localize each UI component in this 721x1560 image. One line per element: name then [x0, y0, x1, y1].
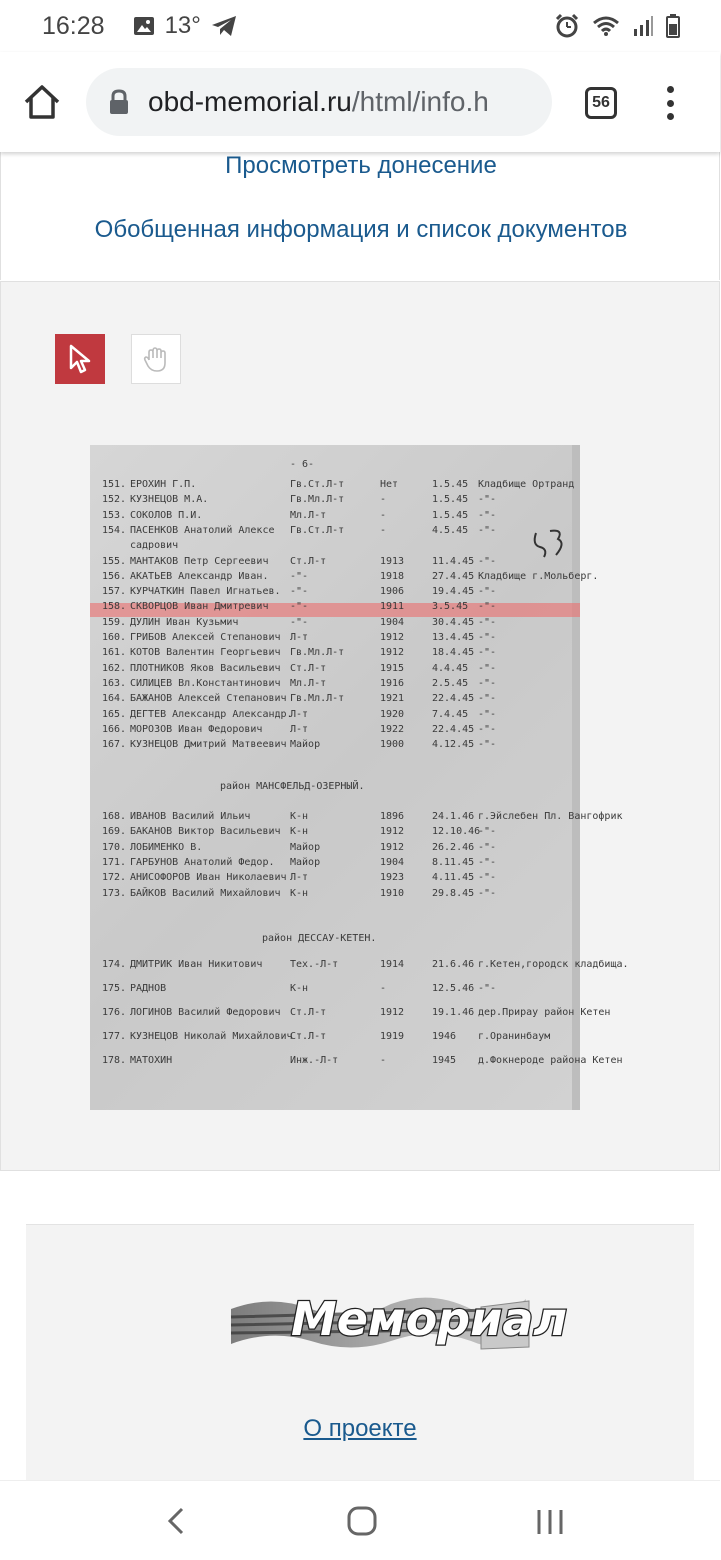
cell-year: 1919	[380, 1031, 405, 1042]
cell-rank: Гв.Ст.Л-т	[290, 479, 345, 490]
lock-icon	[108, 89, 130, 115]
cell-place: -"-	[478, 708, 497, 720]
more-menu-icon[interactable]	[660, 86, 680, 120]
table-row	[90, 525, 580, 539]
logo-text: Мемориал	[291, 1292, 568, 1346]
cell-name: ЛОБИМЕНКО В.	[130, 841, 203, 853]
cell-year: Нет	[380, 479, 399, 490]
table-row	[90, 510, 580, 524]
cell-rank: Гв.Мл.Л-т	[290, 647, 345, 659]
back-icon[interactable]	[160, 1505, 190, 1537]
cell-date: 1945	[432, 1055, 457, 1066]
cell-num: 159.	[102, 616, 127, 628]
table-row	[90, 663, 580, 677]
cell-num: 163.	[102, 677, 127, 689]
cell-rank: К-н	[290, 887, 309, 899]
cell-name: АКАТЬЕВ Александр Иван.	[130, 570, 269, 582]
cell-place: -"-	[478, 647, 497, 659]
cell-place: -"-	[478, 586, 497, 598]
cell-year: -	[380, 494, 387, 506]
cell-num: 155.	[102, 555, 127, 567]
cell-rank: Ст.Л-т	[290, 555, 327, 567]
status-bar	[0, 0, 720, 52]
table-row	[90, 1031, 580, 1045]
cell-num: 156.	[102, 570, 127, 582]
cell-place: г.Кетен,городск кладбища.	[478, 959, 629, 970]
cell-num: 166.	[102, 723, 127, 735]
cell-rank: Гв.Мл.Л-т	[290, 693, 345, 705]
cell-year: 1904	[380, 616, 405, 628]
cell-date: 22.4.45	[432, 693, 475, 705]
cell-year: 1921	[380, 693, 405, 705]
cell-name: ИВАНОВ Василий Ильич	[130, 811, 251, 822]
cell-place: -"-	[478, 841, 497, 853]
cell-name: СИЛИЦЕВ Вл.Константинович	[130, 677, 281, 689]
cell-name: ДМИТРИК Иван Никитович	[130, 959, 263, 970]
cell-place: -"-	[478, 616, 497, 628]
cell-date: 18.4.45	[432, 647, 475, 659]
cell-place: -"-	[478, 555, 497, 567]
cell-place: д.Фокнероде района Кетен	[478, 1055, 623, 1066]
document-scan[interactable]	[90, 445, 629, 1110]
cell-num: 167.	[102, 739, 127, 751]
table-row	[90, 1007, 611, 1021]
cell-date: 21.6.46	[432, 959, 475, 970]
cell-date: 1.5.45	[432, 479, 469, 490]
cell-date: 8.11.45	[432, 856, 475, 868]
cell-date: 4.4.45	[432, 662, 469, 674]
cell-date: 4.5.45	[432, 524, 469, 536]
cell-place: -"-	[478, 677, 497, 689]
table-row	[90, 479, 580, 493]
cell-rank: Гв.Мл.Л-т	[290, 494, 345, 506]
cell-name: МАНТАКОВ Петр Сергеевич	[130, 555, 269, 567]
image-icon	[133, 16, 155, 36]
cell-rank: К-н	[290, 826, 309, 838]
cell-name: КУЗНЕЦОВ М.А.	[130, 494, 209, 506]
cell-year: -	[380, 509, 387, 521]
table-row	[90, 739, 580, 753]
cell-name: ПЛОТНИКОВ Яков Васильевич	[130, 662, 281, 674]
cell-rank: К-н	[290, 811, 309, 822]
table-row	[90, 959, 629, 973]
cell-rank: Тех.-Л-т	[290, 959, 339, 970]
cell-rank: -"-	[290, 570, 309, 582]
cell-num: 170.	[102, 841, 127, 853]
cell-name: СКВОРЦОВ Иван Дмитревич	[130, 601, 269, 613]
cell-name: садрович	[130, 540, 179, 552]
cell-place: -"-	[478, 494, 497, 506]
cell-year: 1912	[380, 632, 405, 643]
cell-year: 1914	[380, 959, 405, 970]
table-row	[90, 826, 580, 840]
handwritten-mark	[530, 525, 570, 561]
tab-switcher-button[interactable]: 56	[585, 87, 617, 119]
cell-place: -"-	[478, 632, 497, 643]
document-links	[0, 152, 720, 280]
table-row	[90, 983, 580, 997]
pan-tool-button[interactable]	[131, 334, 181, 384]
table-row	[90, 632, 580, 646]
cell-place: -"-	[478, 509, 497, 521]
cell-rank: Майор	[290, 739, 321, 751]
cell-place: -"-	[478, 662, 497, 674]
view-report-link[interactable]: Просмотреть донесение	[225, 152, 497, 179]
cell-rank: Майор	[290, 841, 321, 853]
cell-date: 27.4.45	[432, 570, 475, 582]
home-nav-icon[interactable]	[346, 1505, 378, 1537]
cell-name: ГРИБОВ Алексей Степанович	[130, 632, 281, 643]
memorial-logo[interactable]	[231, 1269, 568, 1359]
cell-date: 2.5.45	[432, 677, 469, 689]
cell-name: ЕРОХИН Г.П.	[130, 479, 197, 490]
section-title: район МАНСФЕЛЬД-ОЗЕРНЫЙ.	[220, 781, 365, 792]
cell-num: 174.	[102, 959, 127, 970]
cell-rank: Ст.Л-т	[290, 662, 327, 674]
cell-name: ГАРБУНОВ Анатолий Федор.	[130, 856, 275, 868]
cell-year: -	[380, 524, 387, 536]
cell-year: 1912	[380, 841, 405, 853]
cell-place: Кладбище Ортранд	[478, 479, 575, 490]
cell-date: 19.1.46	[432, 1007, 475, 1018]
cell-date: 24.1.46	[432, 811, 475, 822]
cell-num: 158.	[102, 601, 127, 613]
cell-num: 173.	[102, 887, 127, 899]
cell-date: 19.4.45	[432, 586, 475, 598]
cell-year: -	[380, 1055, 387, 1066]
cell-num: 162.	[102, 662, 127, 674]
cell-year: 1923	[380, 872, 405, 884]
cell-num: 161.	[102, 647, 127, 659]
cell-rank: Майор	[290, 856, 321, 868]
cell-place: -"-	[478, 872, 497, 884]
home-icon[interactable]	[22, 82, 62, 122]
cell-num: 154.	[102, 524, 127, 536]
cell-rank: -"-	[290, 601, 309, 613]
cell-num: 177.	[102, 1031, 127, 1042]
cell-rank: -"-	[290, 586, 309, 598]
cell-name: РАДНОВ	[130, 983, 167, 994]
table-row	[90, 872, 580, 886]
cell-name: КУРЧАТКИН Павел Игнатьев.	[130, 586, 281, 598]
cell-date: 30.4.45	[432, 616, 475, 628]
cell-date: 1.5.45	[432, 509, 469, 521]
cell-rank: Ст.Л-т	[290, 1031, 327, 1042]
section-title: район ДЕССАУ-КЕТЕН.	[262, 933, 377, 944]
table-row	[90, 678, 580, 692]
cell-place: -"-	[478, 693, 497, 705]
cell-rank: -"-	[290, 616, 309, 628]
cell-date: 3.5.45	[432, 601, 469, 613]
cell-name: СОКОЛОВ П.И.	[130, 509, 203, 521]
cell-year: -	[380, 983, 387, 994]
cell-place: г.Эйслебен Пл. Вангофрик	[478, 811, 623, 822]
pointer-tool-button[interactable]	[55, 334, 105, 384]
cell-name: БАЙКОВ Василий Михайлович	[130, 887, 281, 899]
table-row	[90, 724, 580, 738]
cell-year: 1920	[380, 708, 405, 720]
cell-rank: К-н	[290, 983, 309, 994]
cell-date: 1946	[432, 1031, 457, 1042]
cell-date: 11.4.45	[432, 555, 475, 567]
cell-rank: Мл.Л-т	[290, 509, 327, 521]
cell-year: 1904	[380, 856, 405, 868]
cell-place: -"-	[478, 601, 497, 613]
url-path: /html/info.h	[351, 86, 489, 117]
cell-rank: Л-т	[290, 723, 309, 735]
table-row	[90, 709, 580, 723]
cell-date: 29.8.45	[432, 887, 475, 899]
recent-apps-icon[interactable]	[534, 1507, 566, 1537]
signal-icon	[632, 15, 654, 37]
cell-place: -"-	[478, 826, 497, 838]
cell-num: 176.	[102, 1007, 127, 1018]
cell-date: 7.4.45	[432, 708, 469, 720]
cell-num: 151.	[102, 479, 127, 490]
cell-num: 164.	[102, 693, 127, 705]
cell-year: 1915	[380, 662, 405, 674]
system-nav-bar	[0, 1480, 720, 1560]
cell-num: 172.	[102, 872, 127, 884]
table-row	[90, 888, 580, 902]
cell-date: 12.10.46	[432, 826, 481, 838]
cell-num: 175.	[102, 983, 127, 994]
cell-date: 4.12.45	[432, 739, 475, 751]
cell-place: г.Оранинбаум	[478, 1031, 551, 1042]
cell-num: 168.	[102, 811, 127, 822]
table-row	[90, 617, 580, 631]
cell-rank: Ст.Л-т	[290, 1007, 327, 1018]
summary-link[interactable]: Обобщенная информация и список документов	[94, 216, 628, 243]
table-row	[90, 842, 580, 856]
cell-year: 1896	[380, 811, 405, 822]
cell-name: КУЗНЕЦОВ Николай Михайлович	[130, 1031, 293, 1042]
cell-name: КУЗНЕЦОВ Дмитрий Матвеевич	[130, 739, 287, 751]
cell-place: -"-	[478, 856, 497, 868]
cursor-icon	[67, 344, 93, 374]
cell-year: 1911	[380, 601, 405, 613]
hand-icon	[141, 344, 171, 374]
footer	[26, 1224, 694, 1480]
cell-date: 26.2.46	[432, 841, 475, 853]
table-row	[90, 1055, 623, 1069]
wifi-icon	[592, 15, 620, 37]
cell-num: 178.	[102, 1055, 127, 1066]
url-host: obd-memorial.ru	[148, 86, 352, 117]
cell-name: МОРОЗОВ Иван Федорович	[130, 723, 263, 735]
cell-name: ДУЛИН Иван Кузьмич	[130, 616, 239, 628]
cell-rank: Мл.Л-т	[290, 677, 327, 689]
cell-year: 1912	[380, 647, 405, 659]
status-time: 16:28	[42, 11, 105, 40]
table-row	[90, 811, 623, 825]
cell-rank: Инж.-Л-т	[290, 1055, 339, 1066]
cell-rank: Л-т	[290, 708, 309, 720]
cell-place: -"-	[478, 887, 497, 899]
cell-place: Кладбище г.Мольберг.	[478, 570, 599, 582]
cell-num: 169.	[102, 826, 127, 838]
cell-date: 22.4.45	[432, 723, 475, 735]
table-row	[90, 494, 580, 508]
cell-name: АНИСОФОРОВ Иван Николаевич	[130, 872, 287, 884]
cell-rank: Л-т	[290, 872, 309, 884]
cell-date: 12.5.46	[432, 983, 475, 994]
cell-num: 160.	[102, 632, 127, 643]
status-temperature: 13°	[164, 12, 201, 39]
cell-name: БАЖАНОВ Алексей Степанович	[130, 693, 287, 705]
cell-year: 1910	[380, 887, 405, 899]
cell-place: -"-	[478, 739, 497, 751]
cell-date: 1.5.45	[432, 494, 469, 506]
browser-toolbar	[0, 52, 720, 152]
cell-num: 153.	[102, 509, 127, 521]
cell-date: 4.11.45	[432, 872, 475, 884]
cell-name: КОТОВ Валентин Георгьевич	[130, 647, 281, 659]
cell-num: 152.	[102, 494, 127, 506]
document-viewer	[0, 281, 720, 1171]
cell-year: 1912	[380, 1007, 405, 1018]
telegram-icon	[211, 15, 237, 37]
cell-rank: Гв.Ст.Л-т	[290, 524, 345, 536]
cell-num: 171.	[102, 856, 127, 868]
cell-name: ПАСЕНКОВ Анатолий Алексе	[130, 524, 275, 536]
cell-year: 1918	[380, 570, 405, 582]
cell-rank: Л-т	[290, 632, 309, 643]
table-row	[90, 647, 580, 661]
cell-place: дер.Прирау район Кетен	[478, 1007, 611, 1018]
alarm-icon	[554, 13, 580, 39]
cell-name: БАКАНОВ Виктор Васильевич	[130, 826, 281, 838]
table-row	[90, 540, 580, 554]
table-row	[90, 601, 580, 615]
table-row	[90, 556, 580, 570]
cell-year: 1900	[380, 739, 405, 751]
cell-date: 13.4.45	[432, 632, 475, 643]
about-project-link[interactable]: О проекте	[303, 1415, 417, 1442]
table-row	[90, 857, 580, 871]
table-row	[90, 570, 599, 585]
cell-place: -"-	[478, 524, 497, 536]
cell-name: ЛОГИНОВ Василий Федорович	[130, 1007, 281, 1018]
cell-name: ДЕГТЕВ Александр Александр.	[130, 708, 293, 720]
table-row	[90, 586, 580, 600]
cell-year: 1913	[380, 555, 405, 567]
cell-year: 1906	[380, 586, 405, 598]
cell-year: 1916	[380, 677, 405, 689]
url-text[interactable]	[148, 86, 489, 118]
cell-name: МАТОХИН	[130, 1055, 173, 1066]
table-row	[90, 693, 580, 707]
cell-year: 1912	[380, 826, 405, 838]
address-bar[interactable]	[86, 68, 552, 136]
cell-year: 1922	[380, 723, 405, 735]
scan-page-number: - 6-	[290, 459, 315, 470]
cell-place: -"-	[478, 983, 497, 994]
battery-icon	[666, 14, 680, 38]
cell-place: -"-	[478, 723, 497, 735]
cell-num: 165.	[102, 708, 127, 720]
cell-num: 157.	[102, 586, 127, 598]
